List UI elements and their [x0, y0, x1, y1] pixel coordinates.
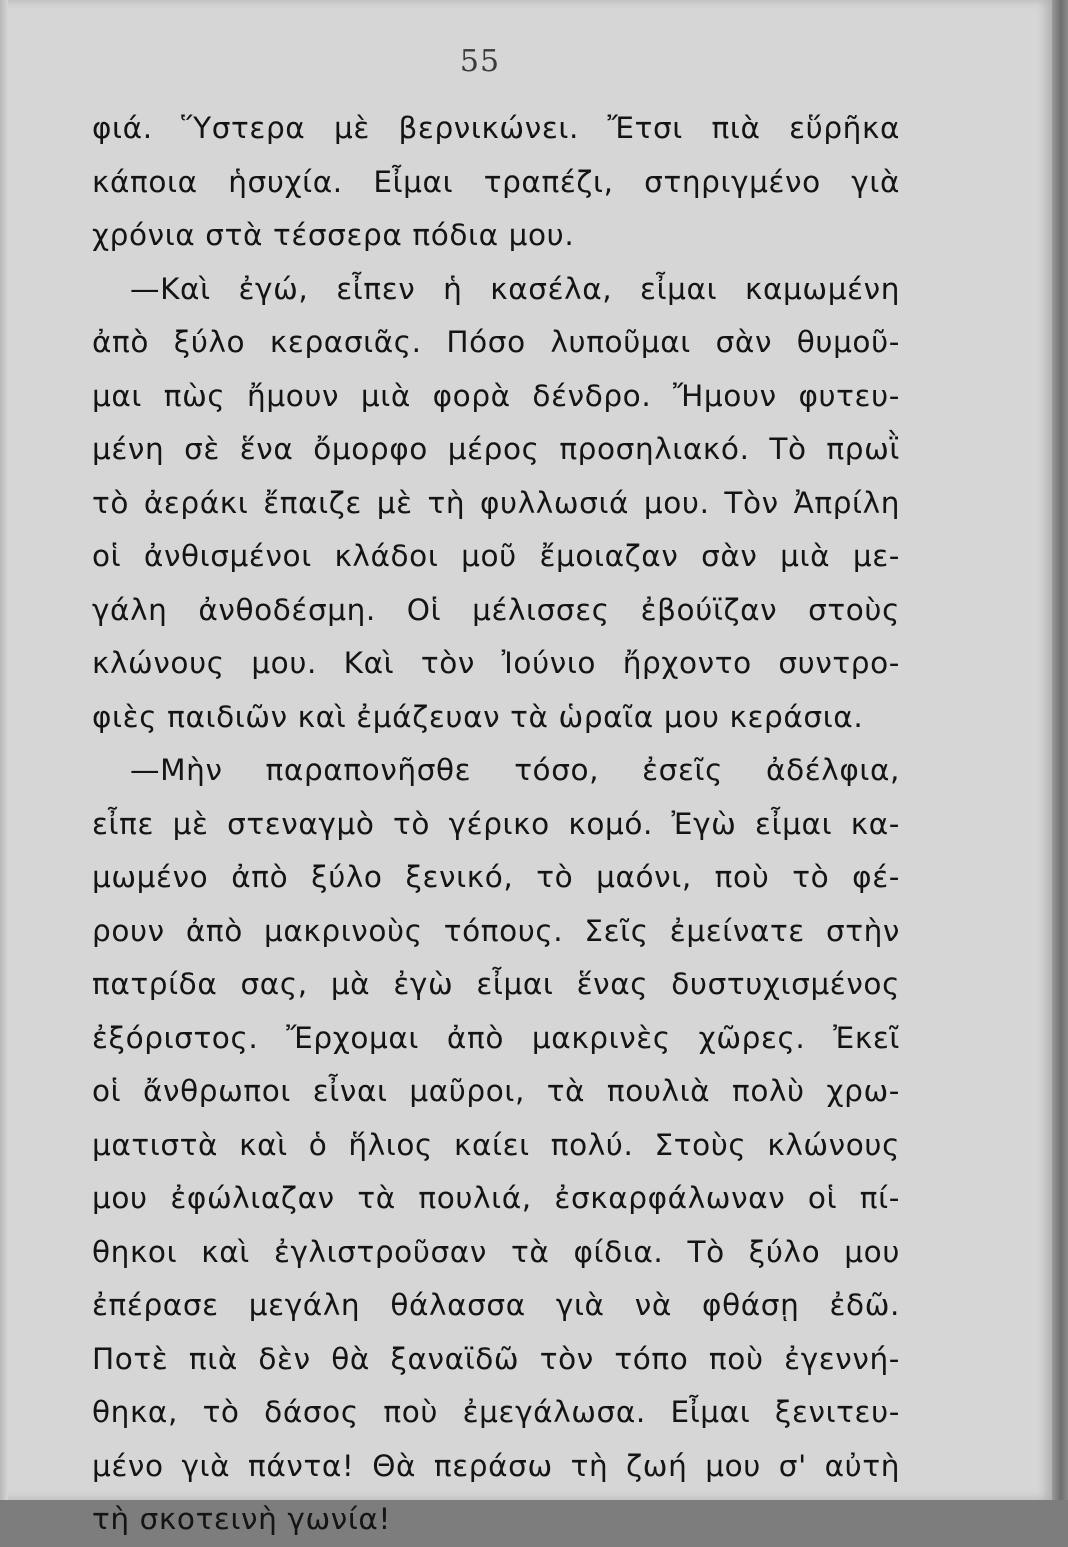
text-line: μένο γιὰ πάντα! Θὰ περάσω τὴ ζωή μου σ' αὐτὴ: [92, 1448, 900, 1483]
text-line: ματιστὰ καὶ ὁ ἥλιος καίει πολύ. Στοὺς κλώνους: [92, 1127, 900, 1162]
page-left-edge: [0, 0, 8, 1500]
text-line: μου ἐφώλιαζαν τὰ πουλιά, ἐσκαρφάλωναν οἱ πί-: [92, 1181, 900, 1215]
text-line: κλώνους μου. Καὶ τὸν Ἰούνιο ἤρχοντο συντρο-: [92, 646, 900, 680]
text-line: θηκα, τὸ δάσος ποὺ ἐμεγάλωσα. Εἶμαι ξενιτευ-: [92, 1395, 900, 1429]
text-line: θηκοι καὶ ἐγλιστροῦσαν τὰ φίδια. Τὸ ξύλο μου: [92, 1234, 900, 1269]
text-line: οἱ ἄνθρωποι εἶναι μαῦροι, τὰ πουλιὰ πολὺ χρω-: [92, 1074, 900, 1108]
text-line: φιὲς παιδιῶν καὶ ἐμάζευαν τὰ ὡραῖα μου κεράσια.: [92, 699, 864, 734]
text-line: ἐξόριστος. Ἔρχομαι ἀπὸ μακρινὲς χῶρες. Ἐκεῖ: [92, 1020, 900, 1055]
text-line: μαι πὼς ἤμουν μιὰ φορὰ δένδρο. Ἤμουν φυτευ-: [92, 378, 900, 413]
text-line: χρόνια στὰ τέσσερα πόδια μου.: [92, 218, 575, 252]
text-line: Ποτὲ πιὰ δὲν θὰ ξαναϊδῶ τὸν τόπο ποὺ ἐγεννή-: [92, 1341, 900, 1376]
text-line: μωμένο ἀπὸ ξύλο ξενικό, τὸ μαόνι, ποὺ τὸ φέ-: [92, 860, 900, 894]
text-line: μένη σὲ ἕνα ὄμορφο μέρος προσηλιακό. Τὸ πρωῒ: [92, 432, 900, 466]
text-line: ἀπὸ ξύλο κερασιᾶς. Πόσο λυποῦμαι σὰν θυμοῦ-: [92, 325, 900, 359]
text-line: οἱ ἀνθισμένοι κλάδοι μοῦ ἔμοιαζαν σὰν μιὰ με-: [92, 539, 900, 573]
text-line: γάλη ἀνθοδέσμη. Οἱ μέλισσες ἐβούϊζαν στοὺς: [92, 592, 900, 627]
text-line: —Μὴν παραπονῆσθε τόσο, ἐσεῖς ἀδέλφια,: [130, 753, 900, 787]
text-line: ρουν ἀπὸ μακρινοὺς τόπους. Σεῖς ἐμείνατε στὴν: [92, 913, 900, 948]
text-line: φιά. Ὕστερα μὲ βερνικώνει. Ἔτσι πιὰ εὕρῆκα: [92, 111, 900, 145]
page-number: 55: [459, 44, 501, 79]
text-line: —Καὶ ἐγώ, εἶπεν ἡ κασέλα, εἶμαι καμωμένη: [130, 271, 900, 306]
text-line: ἐπέρασε μεγάλη θάλασσα γιὰ νὰ φθάσῃ ἐδῶ.: [92, 1288, 900, 1322]
text-line: εἶπε μὲ στεναγμὸ τὸ γέρικο κομό. Ἐγὼ εἶμαι κα-: [92, 806, 900, 841]
text-line: κάποια ἡσυχία. Εἶμαι τραπέζι, στηριγμένο γιὰ: [92, 164, 900, 199]
book-spine-edge: [1052, 0, 1068, 1500]
body-text: [92, 102, 900, 1547]
text-line: τὴ σκοτεινὴ γωνία!: [92, 1502, 391, 1536]
text-line: τὸ ἀεράκι ἔπαιζε μὲ τὴ φυλλωσιά μου. Τὸν Ἀπρίλη: [92, 485, 900, 520]
text-line: πατρίδα σας, μὰ ἐγὼ εἶμαι ἕνας δυστυχισμένος: [92, 967, 900, 1001]
